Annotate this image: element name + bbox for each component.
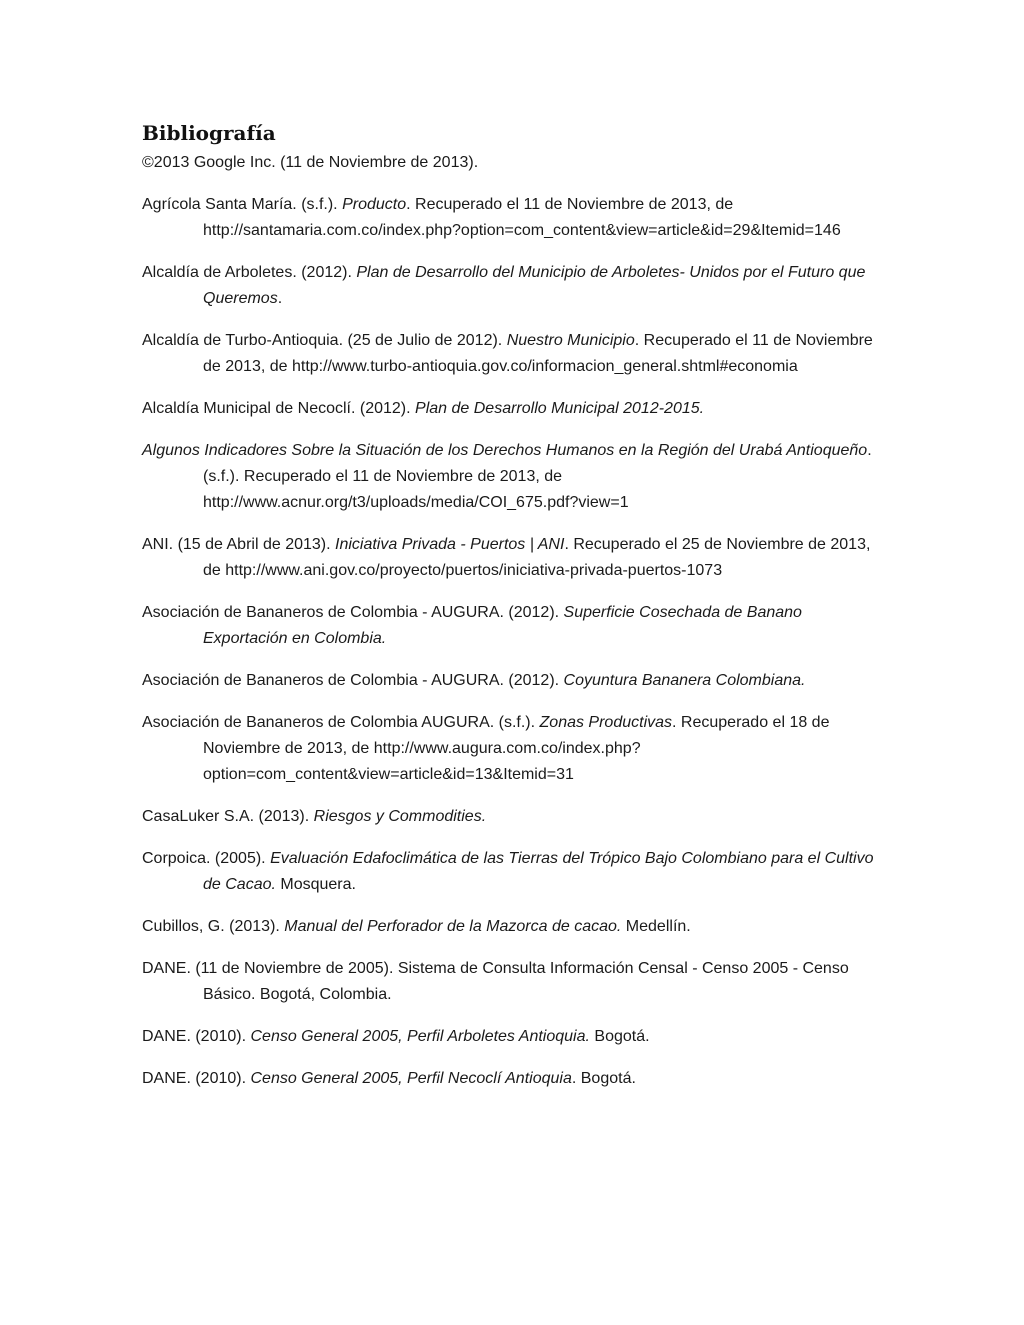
- reference-entry: [142, 1024, 882, 1050]
- reference-title: Iniciativa Privada - Puertos | ANI: [335, 536, 565, 553]
- reference-title: Zonas Productivas: [539, 714, 673, 731]
- reference-entry: [142, 956, 882, 1008]
- reference-entry: [142, 914, 882, 940]
- reference-entry: [142, 532, 882, 584]
- page-title: Bibliografía: [142, 121, 276, 145]
- reference-text: Alcaldía de Arboletes. (2012).: [142, 264, 357, 281]
- reference-text: DANE. (11 de Noviembre de 2005). Sistema de Consulta Información Censal - Censo 2005 - Censo Básico. Bogotá, Colombia.: [142, 960, 849, 1003]
- reference-entry: [142, 668, 882, 694]
- reference-entry: [142, 438, 882, 516]
- reference-text: ANI. (15 de Abril de 2013).: [142, 536, 335, 553]
- reference-entry: [142, 600, 882, 652]
- reference-list: [142, 150, 882, 1092]
- reference-text: Asociación de Bananeros de Colombia AUGURA. (s.f.).: [142, 714, 540, 731]
- reference-text: Asociación de Bananeros de Colombia - AUGURA. (2012).: [142, 672, 564, 689]
- bibliography-page: [142, 118, 882, 1108]
- reference-title: Plan de Desarrollo del Municipio de Arboletes- Unidos por el Futuro que Queremos: [203, 264, 866, 307]
- reference-entry: [142, 260, 882, 312]
- reference-entry: [142, 150, 882, 176]
- reference-text: . Recuperado el 18 de Noviembre de 2013, de http://www.augura.com.co/index.php?option=com_content&view=article&id=13&Itemid=31: [203, 714, 830, 783]
- reference-entry: [142, 192, 882, 244]
- reference-text: . Recuperado el 11 de Noviembre de 2013, de http://santamaria.com.co/index.php?option=com_content&view=article&id=29&Itemid=146: [203, 196, 841, 239]
- reference-entry: [142, 710, 882, 788]
- reference-text: . Recuperado el 25 de Noviembre de 2013, de http://www.ani.gov.co/proyecto/puertos/iniciativa-privada-puertos-1073: [203, 536, 871, 579]
- reference-text: CasaLuker S.A. (2013).: [142, 808, 314, 825]
- reference-text: DANE. (2010).: [142, 1070, 251, 1087]
- reference-title: Riesgos y Commodities.: [313, 808, 487, 825]
- reference-entry: [142, 846, 882, 898]
- reference-text: Asociación de Bananeros de Colombia - AUGURA. (2012).: [142, 604, 564, 621]
- reference-text: Medellín.: [621, 918, 691, 935]
- reference-title: Censo General 2005, Perfil Necoclí Antioquia: [250, 1070, 572, 1087]
- reference-text: ©2013 Google Inc. (11 de Noviembre de 2013).: [142, 154, 479, 171]
- reference-text: . Recuperado el 11 de Noviembre de 2013, de http://www.turbo-antioquia.gov.co/informacion_general.shtml#economia: [203, 332, 873, 375]
- reference-text: .: [277, 290, 283, 307]
- reference-title: Manual del Perforador de la Mazorca de cacao.: [284, 918, 622, 935]
- reference-entry: [142, 804, 882, 830]
- reference-text: Cubillos, G. (2013).: [142, 918, 285, 935]
- reference-entry: [142, 328, 882, 380]
- reference-title: Nuestro Municipio: [506, 332, 635, 349]
- reference-title: Censo General 2005, Perfil Arboletes Antioquia.: [250, 1028, 590, 1045]
- reference-entry: [142, 1066, 882, 1092]
- reference-title: Producto: [342, 196, 407, 213]
- reference-title: Plan de Desarrollo Municipal 2012-2015.: [415, 400, 705, 417]
- reference-text: Agrícola Santa María. (s.f.).: [142, 196, 343, 213]
- reference-title: Algunos Indicadores Sobre la Situación de los Derechos Humanos en la Región del Urabá Antioqueño: [142, 442, 868, 459]
- reference-text: Corpoica. (2005).: [142, 850, 271, 867]
- reference-text: Alcaldía de Turbo-Antioquia. (25 de Julio de 2012).: [142, 332, 507, 349]
- reference-entry: [142, 396, 882, 422]
- reference-text: Bogotá.: [589, 1028, 650, 1045]
- reference-text: DANE. (2010).: [142, 1028, 251, 1045]
- reference-title: Coyuntura Bananera Colombiana.: [563, 672, 806, 689]
- reference-title: Evaluación Edafoclimática de las Tierras del Trópico Bajo Colombiano para el Cultivo de Cacao.: [203, 850, 874, 893]
- reference-text: Alcaldía Municipal de Necoclí. (2012).: [142, 400, 416, 417]
- reference-text: Mosquera.: [275, 876, 356, 893]
- reference-text: . Bogotá.: [571, 1070, 636, 1087]
- reference-title: Superficie Cosechada de Banano Exportación en Colombia.: [203, 604, 802, 647]
- reference-text: . (s.f.). Recuperado el 11 de Noviembre de 2013, de http://www.acnur.org/t3/uploads/media/COI_675.pdf?view=1: [203, 442, 872, 511]
